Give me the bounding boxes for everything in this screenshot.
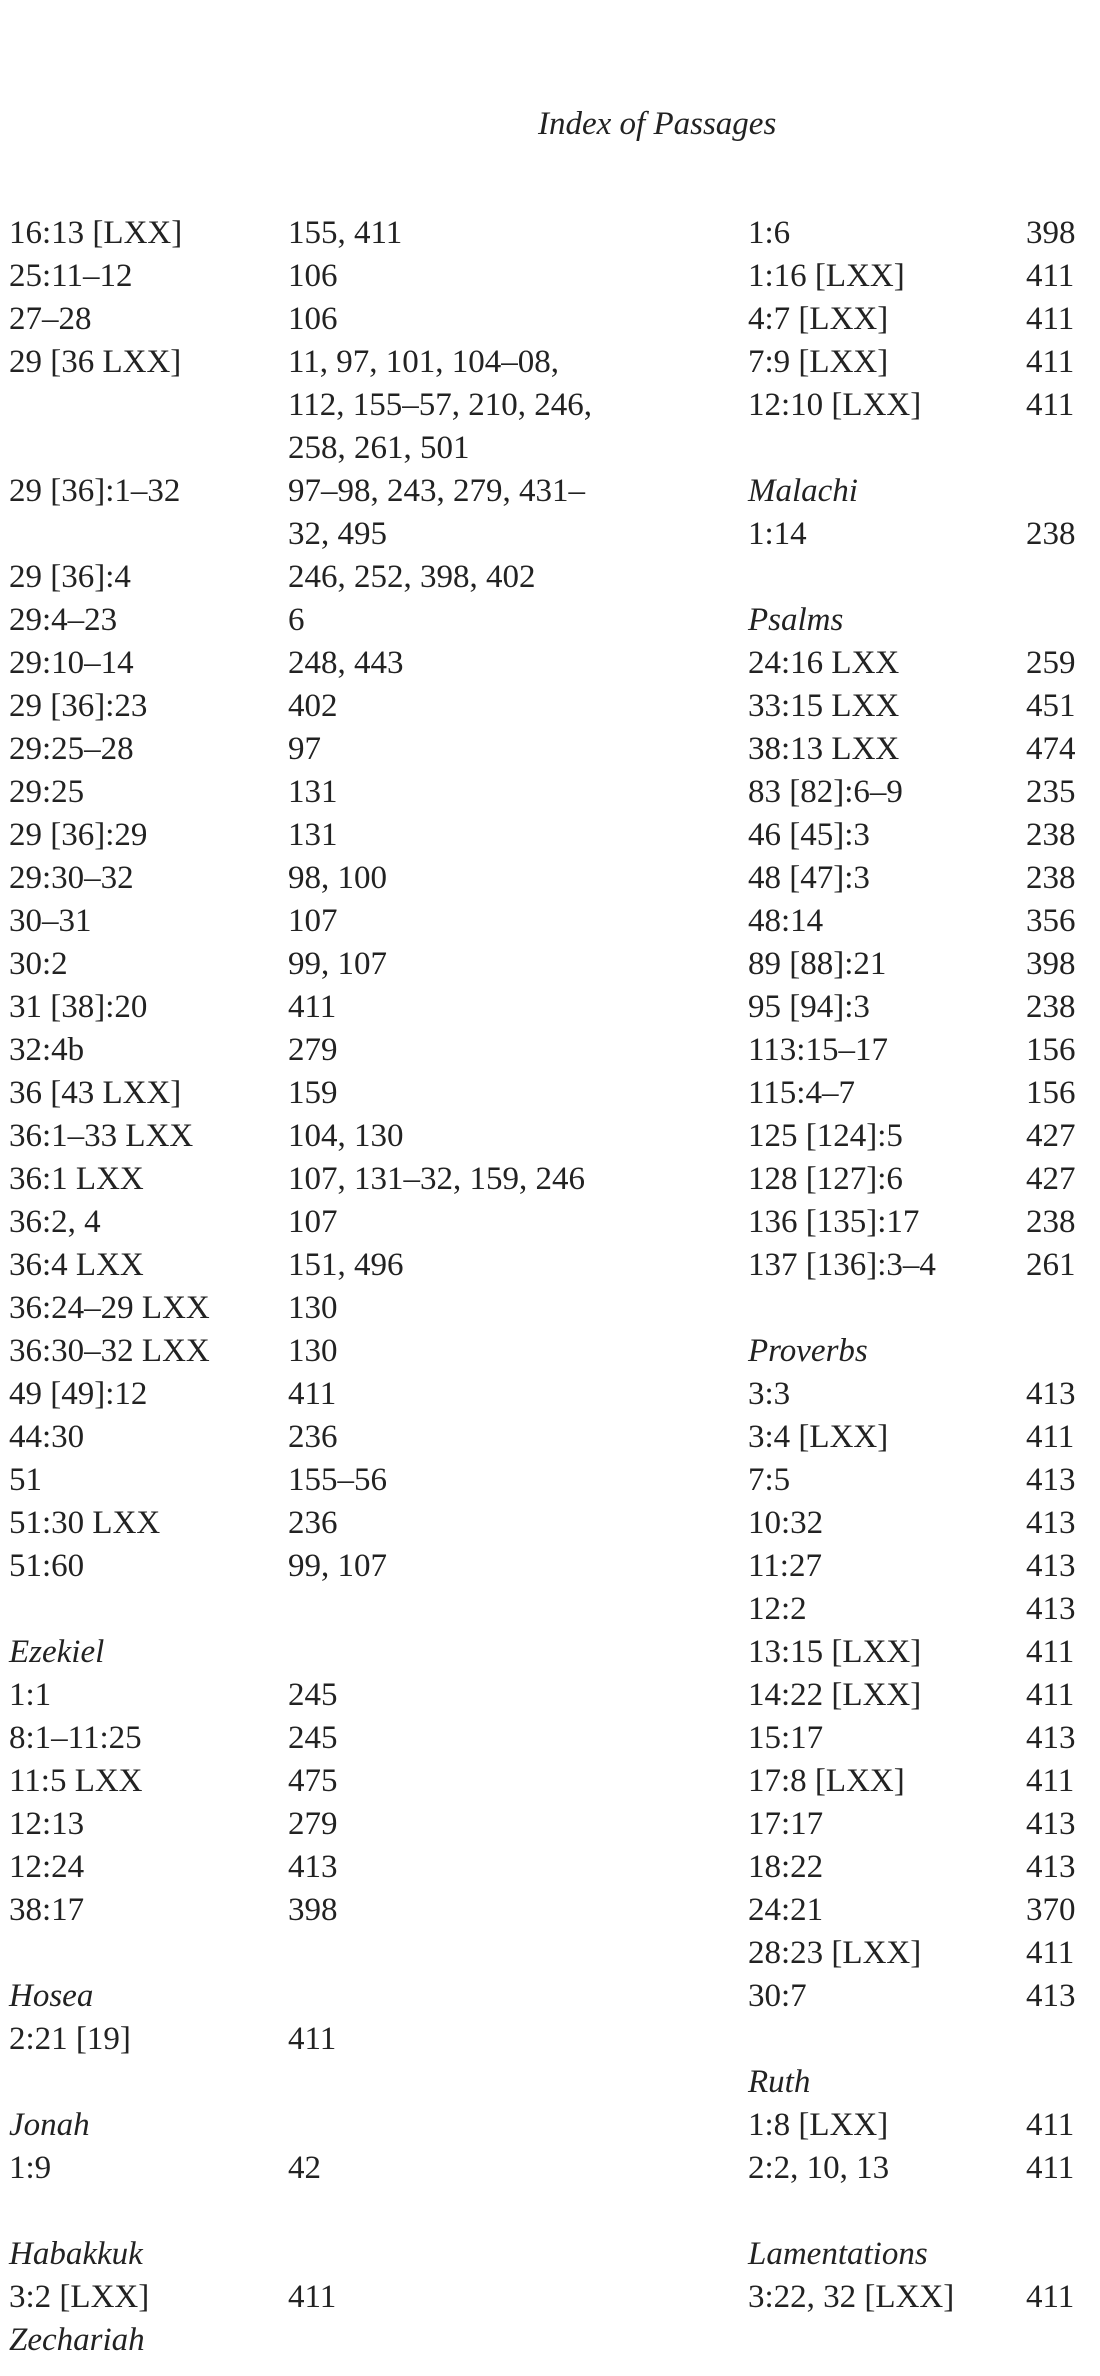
entry-pages: 6 [288, 602, 305, 638]
entry-pages: 32, 495 [288, 516, 387, 552]
entry-pages: 11, 97, 101, 104–08, [288, 344, 560, 380]
index-entry [9, 1760, 649, 1803]
entry-reference: 27–28 [9, 301, 92, 337]
index-entry [9, 1846, 649, 1889]
index-entry [9, 1029, 649, 1072]
entry-reference: 36:1 LXX [9, 1161, 144, 1197]
index-entry [748, 642, 1100, 685]
entry-reference: 7:9 [LXX] [748, 344, 889, 380]
index-entry [748, 1502, 1100, 1545]
entry-reference: 2:21 [19] [9, 2021, 131, 2057]
index-entry [748, 900, 1100, 943]
entry-reference: 31 [38]:20 [9, 989, 148, 1025]
entry-reference: 137 [136]:3–4 [748, 1247, 936, 1283]
entry-reference: 14:22 [LXX] [748, 1677, 922, 1713]
index-entry [9, 1158, 649, 1201]
index-entry [748, 1760, 1100, 1803]
index-entry [9, 1416, 649, 1459]
entry-pages: 99, 107 [288, 946, 387, 982]
entry-pages: 99, 107 [288, 1548, 387, 1584]
page-title: Index of Passages [538, 106, 777, 142]
zechariah-continued-entries [748, 212, 1100, 427]
jeremiah-continued-entries [9, 212, 649, 1588]
entry-pages: 238 [1026, 817, 1076, 853]
index-entry [9, 857, 649, 900]
entry-pages: 246, 252, 398, 402 [288, 559, 536, 595]
entry-pages: 411 [288, 1376, 337, 1412]
entry-reference: 48 [47]:3 [748, 860, 870, 896]
entry-reference: 83 [82]:6–9 [748, 774, 903, 810]
index-entry [748, 986, 1100, 1029]
entry-reference: 1:9 [9, 2150, 52, 2186]
entry-reference: 12:2 [748, 1591, 807, 1627]
entry-reference: 49 [49]:12 [9, 1376, 148, 1412]
entry-reference: 3:3 [748, 1376, 791, 1412]
entry-reference: 136 [135]:17 [748, 1204, 920, 1240]
entry-reference: 36:4 LXX [9, 1247, 144, 1283]
entry-reference: 89 [88]:21 [748, 946, 887, 982]
index-entry [748, 1072, 1100, 1115]
entry-reference: 12:10 [LXX] [748, 387, 922, 423]
entry-pages: 259 [1026, 645, 1076, 681]
entry-pages: 411 [288, 2279, 337, 2315]
entry-pages: 411 [288, 989, 337, 1025]
index-entry [748, 771, 1100, 814]
entry-pages: 451 [1026, 688, 1076, 724]
index-entry [9, 298, 649, 341]
entry-reference: 36:1–33 LXX [9, 1118, 194, 1154]
entry-pages: 151, 496 [288, 1247, 404, 1283]
index-entry [748, 1889, 1100, 1932]
index-entry [9, 1502, 649, 1545]
entry-reference: 29 [36]:1–32 [9, 473, 181, 509]
book-heading: Lamentations [748, 2236, 928, 2272]
entry-pages: 107, 131–32, 159, 246 [288, 1161, 585, 1197]
index-entry [9, 771, 649, 814]
index-entry [9, 1459, 649, 1502]
entry-reference: 2:2, 10, 13 [748, 2150, 890, 2186]
entry-reference: 12:24 [9, 1849, 85, 1885]
entry-reference: 24:21 [748, 1892, 824, 1928]
entry-pages: 155, 411 [288, 215, 403, 251]
entry-reference: 3:4 [LXX] [748, 1419, 889, 1455]
index-entry [9, 814, 649, 857]
entry-pages: 261 [1026, 1247, 1076, 1283]
index-entry [9, 212, 649, 255]
index-entry [748, 513, 1100, 556]
index-entry [748, 728, 1100, 771]
entry-pages: 238 [1026, 860, 1076, 896]
index-entry [748, 943, 1100, 986]
entry-reference: 30:2 [9, 946, 68, 982]
index-entry [748, 1416, 1100, 1459]
index-entry [748, 255, 1100, 298]
entry-reference: 1:14 [748, 516, 807, 552]
entry-pages: 97 [288, 731, 321, 767]
entry-pages: 258, 261, 501 [288, 430, 470, 466]
entry-pages: 279 [288, 1806, 338, 1842]
index-entry [748, 298, 1100, 341]
entry-pages: 411 [1026, 301, 1075, 337]
entry-pages: 106 [288, 301, 338, 337]
index-entry [9, 1115, 649, 1158]
index-entry [748, 1158, 1100, 1201]
entry-pages: 411 [1026, 1634, 1075, 1670]
index-entry [9, 1373, 649, 1416]
entry-reference: 7:5 [748, 1462, 791, 1498]
entry-reference: 29:10–14 [9, 645, 134, 681]
entry-reference: 4:7 [LXX] [748, 301, 889, 337]
index-entry [748, 1029, 1100, 1072]
entry-pages: 238 [1026, 989, 1076, 1025]
index-entry [748, 1201, 1100, 1244]
entry-pages: 238 [1026, 1204, 1076, 1240]
index-entry [748, 1244, 1100, 1287]
book-heading: Psalms [748, 602, 844, 638]
index-entry [9, 2147, 649, 2190]
entry-reference: 3:22, 32 [LXX] [748, 2279, 955, 2315]
entry-reference: 25:11–12 [9, 258, 133, 294]
index-entry-continuation [9, 384, 649, 427]
index-entry [9, 1889, 649, 1932]
entry-pages: 413 [1026, 1591, 1076, 1627]
entry-pages: 245 [288, 1677, 338, 1713]
index-entry [748, 1846, 1100, 1889]
entry-pages: 411 [1026, 1763, 1075, 1799]
index-entry [748, 1932, 1100, 1975]
entry-reference: 3:2 [LXX] [9, 2279, 150, 2315]
entry-reference: 115:4–7 [748, 1075, 855, 1111]
index-entry [9, 1287, 649, 1330]
index-entry [748, 2104, 1100, 2147]
entry-reference: 29:30–32 [9, 860, 134, 896]
entry-pages: 411 [1026, 1935, 1075, 1971]
entry-pages: 155–56 [288, 1462, 387, 1498]
entry-reference: 30:7 [748, 1978, 807, 2014]
entry-reference: 128 [127]:6 [748, 1161, 903, 1197]
book-section-zechariah [9, 2319, 649, 2362]
index-entry [9, 556, 649, 599]
entry-reference: 51:30 LXX [9, 1505, 161, 1541]
entry-pages: 413 [1026, 1376, 1076, 1412]
entry-reference: 12:13 [9, 1806, 85, 1842]
index-entry [9, 1803, 649, 1846]
entry-pages: 107 [288, 1204, 338, 1240]
entry-pages: 411 [288, 2021, 337, 2057]
entry-pages: 236 [288, 1505, 338, 1541]
book-heading: Malachi [748, 473, 858, 509]
index-entry [9, 470, 649, 513]
book-heading: Proverbs [748, 1333, 868, 1369]
entry-reference: 30–31 [9, 903, 92, 939]
entry-pages: 104, 130 [288, 1118, 404, 1154]
entry-reference: 17:8 [LXX] [748, 1763, 905, 1799]
index-entry [748, 1588, 1100, 1631]
index-entry [9, 943, 649, 986]
index-entry [9, 341, 649, 384]
entry-reference: 29 [36 LXX] [9, 344, 182, 380]
index-entry [9, 642, 649, 685]
entry-reference: 38:13 LXX [748, 731, 900, 767]
entry-pages: 402 [288, 688, 338, 724]
book-section-hosea [9, 1975, 649, 2061]
entry-reference: 33:15 LXX [748, 688, 900, 724]
entry-reference: 29 [36]:29 [9, 817, 148, 853]
entry-pages: 411 [1026, 2107, 1075, 2143]
index-entry [748, 2276, 1100, 2319]
entry-reference: 32:4b [9, 1032, 85, 1068]
index-entry [9, 1244, 649, 1287]
index-column-right [748, 212, 1100, 2319]
entry-pages: 235 [1026, 774, 1076, 810]
entry-reference: 95 [94]:3 [748, 989, 870, 1025]
entry-reference: 29 [36]:4 [9, 559, 131, 595]
index-entry [748, 1545, 1100, 1588]
entry-pages: 411 [1026, 2279, 1075, 2315]
entry-reference: 46 [45]:3 [748, 817, 870, 853]
book-heading: Jonah [9, 2107, 90, 2143]
index-entry [9, 685, 649, 728]
entry-pages: 398 [1026, 946, 1076, 982]
entry-pages: 106 [288, 258, 338, 294]
entry-reference: 17:17 [748, 1806, 824, 1842]
entry-reference: 11:5 LXX [9, 1763, 143, 1799]
entry-reference: 24:16 LXX [748, 645, 900, 681]
index-entry [9, 2018, 649, 2061]
entry-reference: 1:6 [748, 215, 791, 251]
entry-reference: 36:30–32 LXX [9, 1333, 210, 1369]
entry-reference: 29:25 [9, 774, 85, 810]
entry-reference: 44:30 [9, 1419, 85, 1455]
book-section-habakkuk [9, 2233, 649, 2319]
index-entry [748, 1115, 1100, 1158]
entry-reference: 125 [124]:5 [748, 1118, 903, 1154]
index-entry [9, 255, 649, 298]
book-heading: Hosea [9, 1978, 94, 2014]
book-heading: Ezekiel [9, 1634, 105, 1670]
entry-pages: 413 [1026, 1806, 1076, 1842]
entry-reference: 29 [36]:23 [9, 688, 148, 724]
entry-pages: 413 [1026, 1548, 1076, 1584]
entry-pages: 413 [288, 1849, 338, 1885]
index-entry [748, 341, 1100, 384]
entry-pages: 131 [288, 774, 338, 810]
entry-reference: 51:60 [9, 1548, 85, 1584]
book-heading: Habakkuk [9, 2236, 143, 2272]
entry-pages: 411 [1026, 387, 1075, 423]
entry-pages: 411 [1026, 1419, 1075, 1455]
book-section-lamentations [748, 2233, 1100, 2319]
entry-pages: 98, 100 [288, 860, 387, 896]
entry-pages: 474 [1026, 731, 1076, 767]
entry-reference: 36 [43 LXX] [9, 1075, 182, 1111]
entry-reference: 1:1 [9, 1677, 52, 1713]
entry-pages: 156 [1026, 1075, 1076, 1111]
entry-pages: 427 [1026, 1118, 1076, 1154]
entry-reference: 16:13 [LXX] [9, 215, 183, 251]
book-section-ruth [748, 2061, 1100, 2190]
entry-pages: 42 [288, 2150, 321, 2186]
entry-reference: 51 [9, 1462, 42, 1498]
entry-pages: 156 [1026, 1032, 1076, 1068]
entry-reference: 29:25–28 [9, 731, 134, 767]
entry-pages: 112, 155–57, 210, 246, [288, 387, 593, 423]
index-entry [9, 1072, 649, 1115]
index-entry [748, 384, 1100, 427]
entry-reference: 48:14 [748, 903, 824, 939]
entry-reference: 29:4–23 [9, 602, 118, 638]
index-entry [9, 1674, 649, 1717]
index-entry [9, 1330, 649, 1373]
index-entry [9, 900, 649, 943]
entry-reference: 1:16 [LXX] [748, 258, 905, 294]
entry-reference: 36:24–29 LXX [9, 1290, 210, 1326]
entry-pages: 413 [1026, 1720, 1076, 1756]
entry-pages: 279 [288, 1032, 338, 1068]
entry-reference: 36:2, 4 [9, 1204, 101, 1240]
book-heading: Zechariah [9, 2322, 145, 2358]
entry-pages: 245 [288, 1720, 338, 1756]
entry-pages: 411 [1026, 2150, 1075, 2186]
entry-reference: 13:15 [LXX] [748, 1634, 922, 1670]
entry-pages: 107 [288, 903, 338, 939]
entry-pages: 411 [1026, 344, 1075, 380]
entry-pages: 411 [1026, 1677, 1075, 1713]
index-entry [748, 1975, 1100, 2018]
entry-pages: 248, 443 [288, 645, 404, 681]
entry-pages: 413 [1026, 1849, 1076, 1885]
entry-pages: 356 [1026, 903, 1076, 939]
entry-pages: 97–98, 243, 279, 431– [288, 473, 585, 509]
entry-pages: 398 [1026, 215, 1076, 251]
index-entry-continuation [9, 427, 649, 470]
index-entry [748, 857, 1100, 900]
entry-pages: 427 [1026, 1161, 1076, 1197]
entry-pages: 413 [1026, 1462, 1076, 1498]
book-heading: Ruth [748, 2064, 811, 2100]
index-entry [9, 1717, 649, 1760]
index-entry [748, 212, 1100, 255]
index-entry-continuation [9, 513, 649, 556]
index-entry [9, 599, 649, 642]
entry-pages: 130 [288, 1333, 338, 1369]
index-entry [9, 1545, 649, 1588]
entry-pages: 370 [1026, 1892, 1076, 1928]
entry-reference: 113:15–17 [748, 1032, 888, 1068]
index-entry [748, 814, 1100, 857]
entry-reference: 28:23 [LXX] [748, 1935, 922, 1971]
entry-pages: 475 [288, 1763, 338, 1799]
index-entry [748, 1674, 1100, 1717]
index-column-left [9, 212, 649, 2362]
book-section-proverbs [748, 1330, 1100, 2018]
entry-pages: 413 [1026, 1978, 1076, 2014]
entry-pages: 159 [288, 1075, 338, 1111]
entry-pages: 130 [288, 1290, 338, 1326]
entry-reference: 18:22 [748, 1849, 824, 1885]
entry-reference: 1:8 [LXX] [748, 2107, 889, 2143]
index-entry [9, 986, 649, 1029]
entry-reference: 38:17 [9, 1892, 85, 1928]
book-section-malachi [748, 470, 1100, 556]
entry-reference: 15:17 [748, 1720, 824, 1756]
index-entry [9, 728, 649, 771]
index-entry [748, 2147, 1100, 2190]
entry-pages: 238 [1026, 516, 1076, 552]
book-section-ezekiel [9, 1631, 649, 1932]
index-entry [748, 1803, 1100, 1846]
entry-pages: 398 [288, 1892, 338, 1928]
index-entry [748, 1459, 1100, 1502]
entry-pages: 411 [1026, 258, 1075, 294]
entry-reference: 8:1–11:25 [9, 1720, 142, 1756]
book-section-psalms [748, 599, 1100, 1287]
entry-pages: 131 [288, 817, 338, 853]
index-entry [748, 1373, 1100, 1416]
index-entry [9, 2276, 649, 2319]
entry-reference: 11:27 [748, 1548, 822, 1584]
index-entry [9, 1201, 649, 1244]
entry-pages: 236 [288, 1419, 338, 1455]
index-entry [748, 685, 1100, 728]
entry-pages: 413 [1026, 1505, 1076, 1541]
index-entry [748, 1631, 1100, 1674]
index-entry [748, 1717, 1100, 1760]
book-section-jonah [9, 2104, 649, 2190]
entry-reference: 10:32 [748, 1505, 824, 1541]
